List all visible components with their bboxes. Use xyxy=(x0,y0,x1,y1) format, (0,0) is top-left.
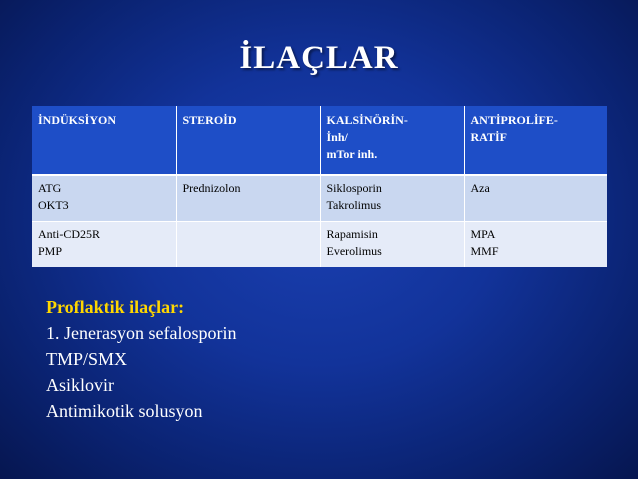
header-line: mTor inh. xyxy=(326,147,378,161)
table-cell-antiproliferatif xyxy=(464,222,607,268)
cell-line: Aza xyxy=(470,181,490,195)
table-header-row xyxy=(32,106,607,175)
cell-line: MMF xyxy=(470,244,499,258)
table-cell-steroid xyxy=(176,175,320,222)
slide-title: İLAÇLAR xyxy=(239,40,399,76)
table-row xyxy=(32,175,607,222)
immunosuppressant-table xyxy=(32,106,607,267)
header-kalsinorin xyxy=(320,106,464,175)
header-antiproliferatif xyxy=(464,106,607,175)
header-induksiyon xyxy=(32,106,176,175)
header-steroid xyxy=(176,106,320,175)
cell-line: MPA xyxy=(470,227,496,241)
table-cell-steroid xyxy=(176,222,320,268)
header-line: İnh/ xyxy=(326,130,348,144)
table-cell-kalsinorin xyxy=(320,222,464,268)
header-line: STEROİD xyxy=(182,113,237,127)
header-line: ANTİPROLİFE- xyxy=(470,113,558,127)
table-cell-induksiyon xyxy=(32,222,176,268)
cell-line: ATG xyxy=(38,181,62,195)
notes-item: 1. Jenerasyon sefalosporin xyxy=(46,323,237,343)
table-cell-induksiyon xyxy=(32,175,176,222)
cell-line: Everolimus xyxy=(326,244,382,258)
header-line: İNDÜKSİYON xyxy=(38,113,117,127)
notes-item: TMP/SMX xyxy=(46,349,128,369)
table-cell-kalsinorin xyxy=(320,175,464,222)
notes-item: Antimikotik solusyon xyxy=(46,401,203,421)
notes-heading: Proflaktik ilaçlar: xyxy=(46,297,185,317)
notes-item: Asiklovir xyxy=(46,375,115,395)
cell-line: Anti-CD25R xyxy=(38,227,101,241)
table-cell-antiproliferatif xyxy=(464,175,607,222)
cell-line: OKT3 xyxy=(38,198,69,212)
cell-line: Siklosporin xyxy=(326,181,382,195)
header-line: KALSİNÖRİN- xyxy=(326,113,408,127)
cell-line: Prednizolon xyxy=(182,181,241,195)
table-row xyxy=(32,222,607,268)
prophylaxis-notes xyxy=(46,294,236,424)
cell-line: Takrolimus xyxy=(326,198,381,212)
header-line: RATİF xyxy=(470,130,507,144)
cell-line: PMP xyxy=(38,244,63,258)
cell-line: Rapamisin xyxy=(326,227,378,241)
